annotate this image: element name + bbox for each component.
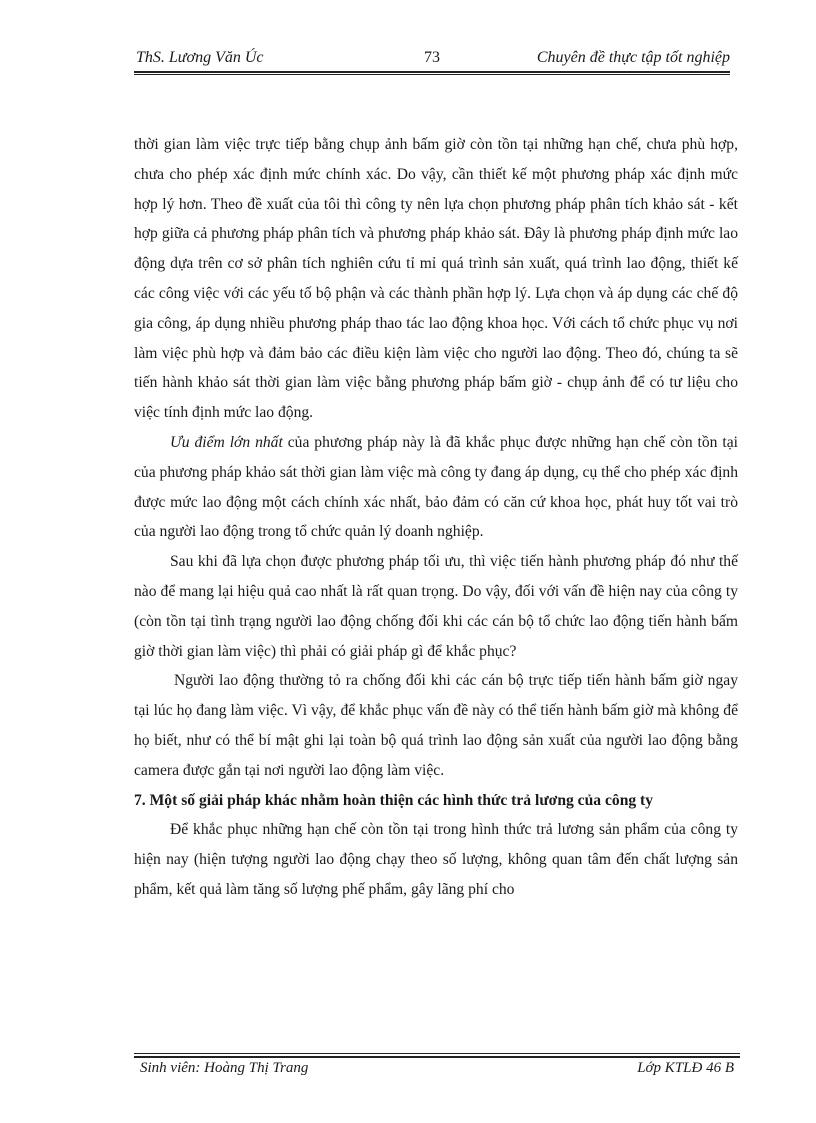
- paragraph-4: Người lao động thường tỏ ra chống đối khi các cán bộ trực tiếp tiến hành bấm giờ ngay tại lúc họ đang làm việc. Vì vậy, để khắc phục vấn đề này có thể tiến hành bấm giờ mà không để họ biết, như có thể bí mật ghi lại toàn bộ quá trình lao động sản xuất của người lao động bằng camera được gắn tại nơi người lao động làm việc.: [134, 672, 738, 779]
- page-body: [134, 130, 738, 905]
- footer-student: Sinh viên: Hoàng Thị Trang: [140, 1060, 309, 1076]
- paragraph-2-text: của phương pháp này là đã khắc phục được những hạn chế còn tồn tại của phương pháp khảo sát thời gian làm việc mà công ty đang áp dụng, cụ thể cho phép xác định được mức lao động một cách chính xác nhất, bảo đảm có căn cứ khoa học, phát huy tốt vai trò của người lao động trong tổ chức quản lý doanh nghiệp.: [134, 433, 738, 541]
- section-heading-7: 7. Một số giải pháp khác nhằm hoàn thiện các hình thức trả lương của công ty: [134, 791, 654, 809]
- page-header: [134, 46, 730, 72]
- paragraph-3: Sau khi đã lựa chọn được phương pháp tối ưu, thì việc tiến hành phương pháp đó như thế nào để mang lại hiệu quả cao nhất là rất quan trọng. Do vậy, đối với vấn đề hiện nay của công ty (còn tồn tại tình trạng người lao động chống đối khi các cán bộ tổ chức lao động tiến hành bấm giờ thời gian làm việc) thì phải có giải pháp gì để khắc phục?: [134, 553, 738, 660]
- header-author: ThS. Lương Văn Úc: [136, 49, 264, 66]
- header-divider: [134, 71, 730, 75]
- header-page-number: 73: [424, 49, 440, 66]
- paragraph-5: Để khắc phục những hạn chế còn tồn tại trong hình thức trả lương sản phẩm của công ty hiện nay (hiện tượng người lao động chạy theo số lượng, không quan tâm đến chất lượng sản phẩm, kết quả làm tăng số lượng phế phẩm, gây lãng phí cho: [134, 821, 738, 898]
- paragraph-1: thời gian làm việc trực tiếp bằng chụp ảnh bấm giờ còn tồn tại những hạn chế, chưa phù hợp, chưa cho phép xác định mức chính xác. Do vậy, cần thiết kế một phương pháp xác định mức hợp lý hơn. Theo đề xuất của tôi thì công ty nên lựa chọn phương pháp phân tích khảo sát - kết hợp giữa cả phương pháp phân tích và phương pháp khảo sát. Đây là phương pháp định mức lao động dựa trên cơ sở phân tích nghiên cứu tỉ mỉ quá trình sản xuất, quá trình lao động, thiết kế các công việc với các yếu tố bộ phận và các thành phần hợp lý. Lựa chọn và áp dụng các chế độ gia công, áp dụng nhiều phương pháp thao tác lao động khoa học. Với cách tổ chức phục vụ nơi làm việc phù hợp và đảm bảo các điều kiện làm việc cho người lao động. Theo đó, chúng ta sẽ tiến hành khảo sát thời gian làm việc bằng phương pháp bấm giờ - chụp ảnh để có tư liệu cho việc tính định mức lao động.: [134, 136, 738, 422]
- page-footer: [134, 1057, 740, 1081]
- paragraph-2: [134, 428, 738, 547]
- paragraph-2-emphasis: Ưu điểm lớn nhất: [170, 433, 283, 451]
- footer-class: Lớp KTLĐ 46 B: [637, 1060, 734, 1076]
- header-document-title: Chuyên đề thực tập tốt nghiệp: [536, 49, 730, 66]
